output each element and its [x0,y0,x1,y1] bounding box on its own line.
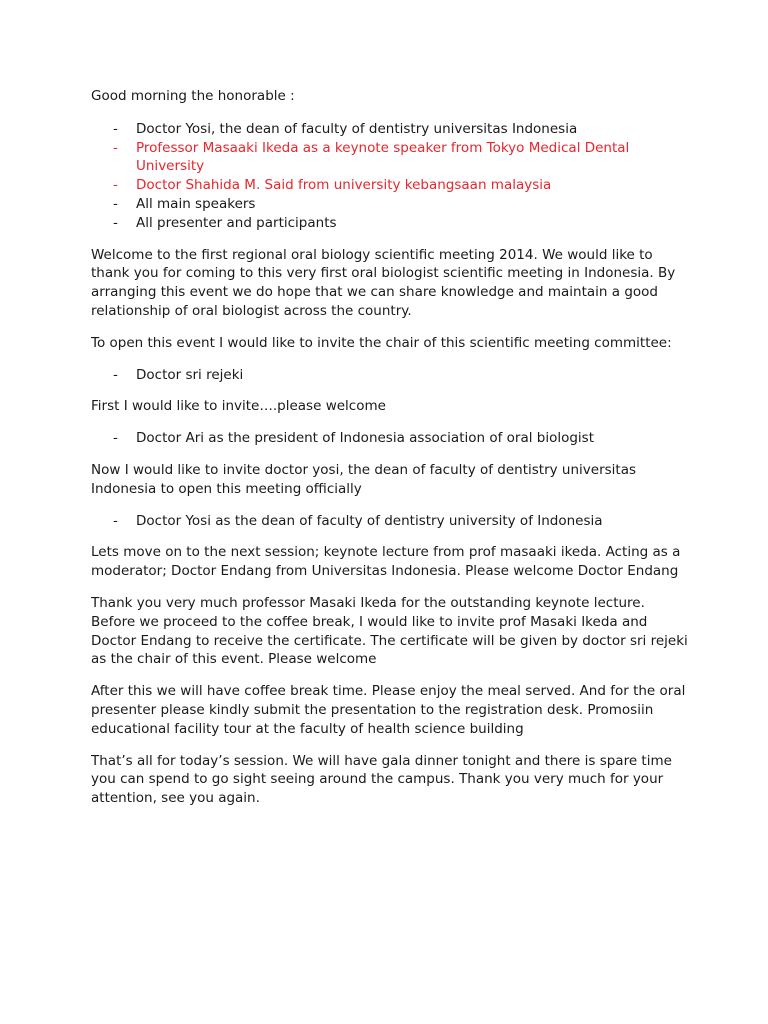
list-item [91,139,691,177]
open-event-paragraph: To open this event I would like to invite the chair of this scientific meeting committee: [91,334,672,351]
honorable-list [91,120,691,233]
list-item [91,195,691,214]
list-item [91,120,691,139]
list-item [91,366,691,385]
document-page [91,87,691,821]
list-dash: - [113,120,118,137]
dean-invite-paragraph: Now I would like to invite doctor yosi, the dean of faculty of dentistry universitas Indonesia to open this meeting officially [91,461,637,497]
list-item-text: Doctor Yosi as the dean of faculty of dentistry university of Indonesia [136,512,603,529]
president-list [91,429,691,448]
list-dash: - [113,139,118,156]
list-item-text: Doctor sri rejeki [136,366,244,383]
list-item-text: Doctor Yosi, the dean of faculty of dentistry universitas Indonesia [136,120,578,137]
list-item [91,214,691,233]
keynote-paragraph: Lets move on to the next session; keynote lecture from prof masaaki ikeda. Acting as a moderator; Doctor Endang from Universitas Indonesia. Please welcome Doctor Endang [91,544,681,580]
closing-paragraph: That’s all for today’s session. We will have gala dinner tonight and there is spare time you can spend to go sight seeing around the campus. Thank you very much for your attention, see you again. [91,752,672,807]
list-item-text: Professor Masaaki Ikeda as a keynote speaker from Tokyo Medical Dental University [136,139,630,175]
chair-list [91,366,691,385]
list-dash: - [113,177,118,194]
first-invite-paragraph: First I would like to invite….please welcome [91,398,386,415]
list-item-text: All presenter and participants [136,214,337,231]
welcome-paragraph: Welcome to the first regional oral biology scientific meeting 2014. We would like to thank you for coming to this very first oral biologist scientific meeting in Indonesia. By arranging this event we do hope that we can share knowledge and maintain a good relationship of oral biologist across the country. [91,246,676,319]
list-dash: - [113,366,118,383]
greeting-line: Good morning the honorable : [91,88,295,104]
coffee-break-paragraph: After this we will have coffee break time. Please enjoy the meal served. And for the oral presenter please kindly submit the presentation to the registration desk. Promosiin educational facility tour at the faculty of health science building [91,683,686,737]
thanks-paragraph: Thank you very much professor Masaki Ikeda for the outstanding keynote lecture. Before we proceed to the coffee break, I would like to invite prof Masaki Ikeda and Doctor Endang to receive the certificate. The certificate will be given by doctor sri rejeki as the chair of this event. Please welcome [91,594,688,668]
list-item [91,429,691,448]
list-dash: - [113,214,118,231]
list-item-text: Doctor Shahida M. Said from university kebangsaan malaysia [136,177,552,194]
list-dash: - [113,430,118,447]
list-dash: - [113,512,118,529]
list-item-text: Doctor Ari as the president of Indonesia association of oral biologist [136,430,595,447]
list-item [91,176,691,195]
list-item [91,512,691,531]
list-dash: - [113,195,118,212]
dean-list [91,512,691,531]
list-item-text: All main speakers [136,195,256,212]
